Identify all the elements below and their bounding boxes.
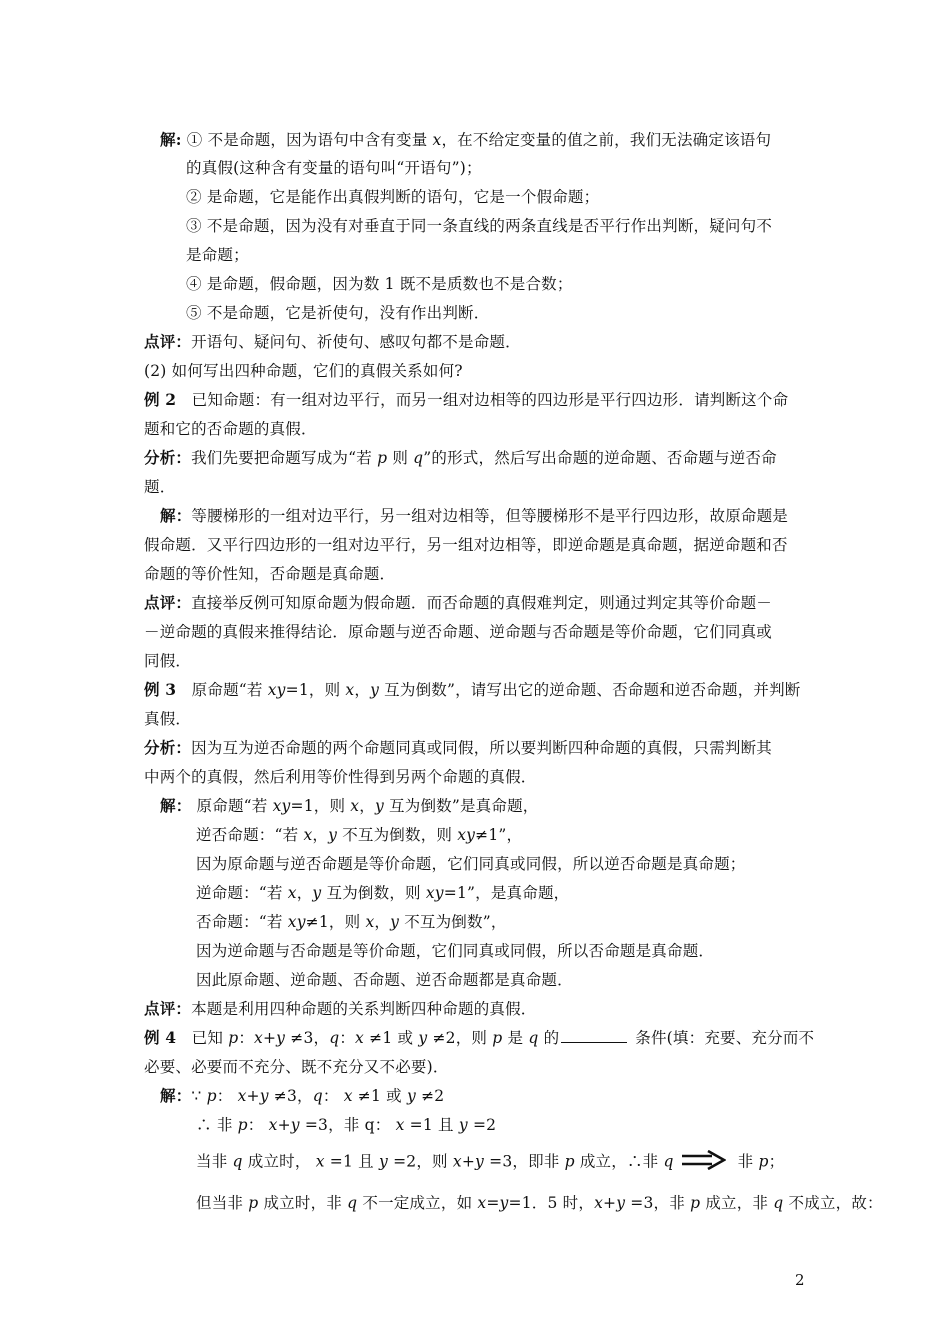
ex2-comment-line-3: 同假． <box>144 652 192 670</box>
section-2-heading: (2) 如何写出四种命题，它们的真假关系如何? <box>144 362 463 380</box>
ex1-solution-line-4: ③ 不是命题，因为没有对垂直于同一条直线的两条直线是否平行作出判断，疑问句不 <box>186 217 773 235</box>
ex1-comment: 点评：开语句、疑问句、祈使句、感叹句都不是命题． <box>144 332 521 351</box>
ex2-comment-line-1: 点评：直接举反例可知原命题为假命题．而否命题的真假难判定，则通过判定其等价命题－ <box>144 593 773 612</box>
ex2-question-line-2: 题和它的否命题的真假． <box>144 420 317 438</box>
ex3-question-line-1: 例 3 原命题“若 xy=1，则 x，y 互为倒数”，请写出它的逆命题、否命题和逆否命题，并判断 <box>144 680 801 699</box>
ex4-solution-line-3: 当非 q 成立时， x =1 且 y =2，则 x+y =3，即非 p 成立，∴非 q 非 p； <box>196 1150 784 1175</box>
ex1-solution-line-7: ⑤ 不是命题，它是祈使句，没有作出判断． <box>186 304 490 322</box>
ex3-comment: 点评：本题是利用四种命题的关系判断四种命题的真假． <box>144 999 537 1018</box>
ex4-solution-line-1: 解：∵ p： x+y ≠3，q： x ≠1 或 y ≠2 <box>160 1086 445 1105</box>
ex3-solution-line-5: 否命题：“若 xy≠1，则 x，y 不互为倒数”， <box>196 913 507 931</box>
ex2-analysis-line-1: 分析：我们先要把命题写成为“若 p 则 q”的形式，然后写出命题的逆命题、否命题与逆否命 <box>144 448 777 467</box>
ex3-solution-line-1: 解： 原命题“若 xy=1，则 x，y 互为倒数”是真命题， <box>160 796 539 815</box>
ex1-solution-line-2: 的真假(这种含有变量的语句叫“开语句”)； <box>186 159 482 177</box>
ex3-solution-line-3: 因为原命题与逆否命题是等价命题，它们同真或同假，所以逆否命题是真命题； <box>196 855 746 873</box>
ex4-question-line-2: 必要、必要而不充分、既不充分又不必要)． <box>144 1058 449 1076</box>
ex4-solution-line-4: 但当非 p 成立时，非 q 不一定成立，如 x=y=1．5 时，x+y =3，非 p 成立，非 q 不成立，故： <box>196 1194 883 1212</box>
ex4-solution-line-2: ∴ 非 p： x+y =3，非 q： x =1 且 y =2 <box>196 1116 497 1134</box>
page-number: 2 <box>795 1271 805 1289</box>
ex3-question-line-2: 真假． <box>144 710 192 728</box>
ex4-question-line-1: 例 4 已知 p：x+y ≠3，q：x ≠1 或 y ≠2，则 p 是 q 的 条件(填：充要、充分而不 <box>144 1028 815 1047</box>
ex3-analysis-line-1: 分析：因为互为逆否命题的两个命题同真或同假，所以要判断四种命题的真假，只需判断其 <box>144 738 773 757</box>
ex1-solution-line-6: ④ 是命题，假命题，因为数 1 既不是质数也不是合数； <box>186 275 573 293</box>
ex1-solution-line-1: 解: ① 不是命题，因为语句中含有变量 x，在不给定变量的值之前，我们无法确定该语句 <box>160 130 772 149</box>
ex3-solution-line-7: 因此原命题、逆命题、否命题、逆否命题都是真命题． <box>196 971 573 989</box>
solution-label: 解 <box>160 130 176 149</box>
ex2-solution-line-1: 解：等腰梯形的一组对边平行，另一组对边相等，但等腰梯形不是平行四边形，故原命题是 <box>160 506 789 525</box>
ex2-analysis-line-2: 题． <box>144 478 176 496</box>
implies-arrow-icon <box>680 1150 726 1175</box>
ex1-solution-line-5: 是命题； <box>186 246 249 264</box>
ex3-solution-line-4: 逆命题：“若 x，y 互为倒数，则 xy=1”，是真命题， <box>196 884 570 902</box>
answer-blank <box>561 1028 627 1043</box>
ex2-solution-line-3: 命题的等价性知，否命题是真命题． <box>144 565 396 583</box>
ex2-question-line-1: 例 2 已知命题：有一组对边平行，而另一组对边相等的四边形是平行四边形．请判断这个命 <box>144 390 789 409</box>
ex3-solution-line-6: 因为逆命题与否命题是等价命题，它们同真或同假，所以否命题是真命题． <box>196 942 715 960</box>
ex2-solution-line-2: 假命题．又平行四边形的一组对边平行，另一组对边相等，即逆命题是真命题，据逆命题和否 <box>144 536 788 554</box>
ex3-analysis-line-2: 中两个的真假，然后利用等价性得到另两个命题的真假． <box>144 768 537 786</box>
ex2-comment-line-2: －逆命题的真假来推得结论．原命题与逆否命题、逆命题与否命题是等价命题，它们同真或 <box>144 623 773 641</box>
ex3-solution-line-2: 逆否命题：“若 x，y 不互为倒数，则 xy≠1”， <box>196 826 523 844</box>
ex1-solution-line-3: ② 是命题，它是能作出真假判断的语句，它是一个假命题； <box>186 188 600 206</box>
